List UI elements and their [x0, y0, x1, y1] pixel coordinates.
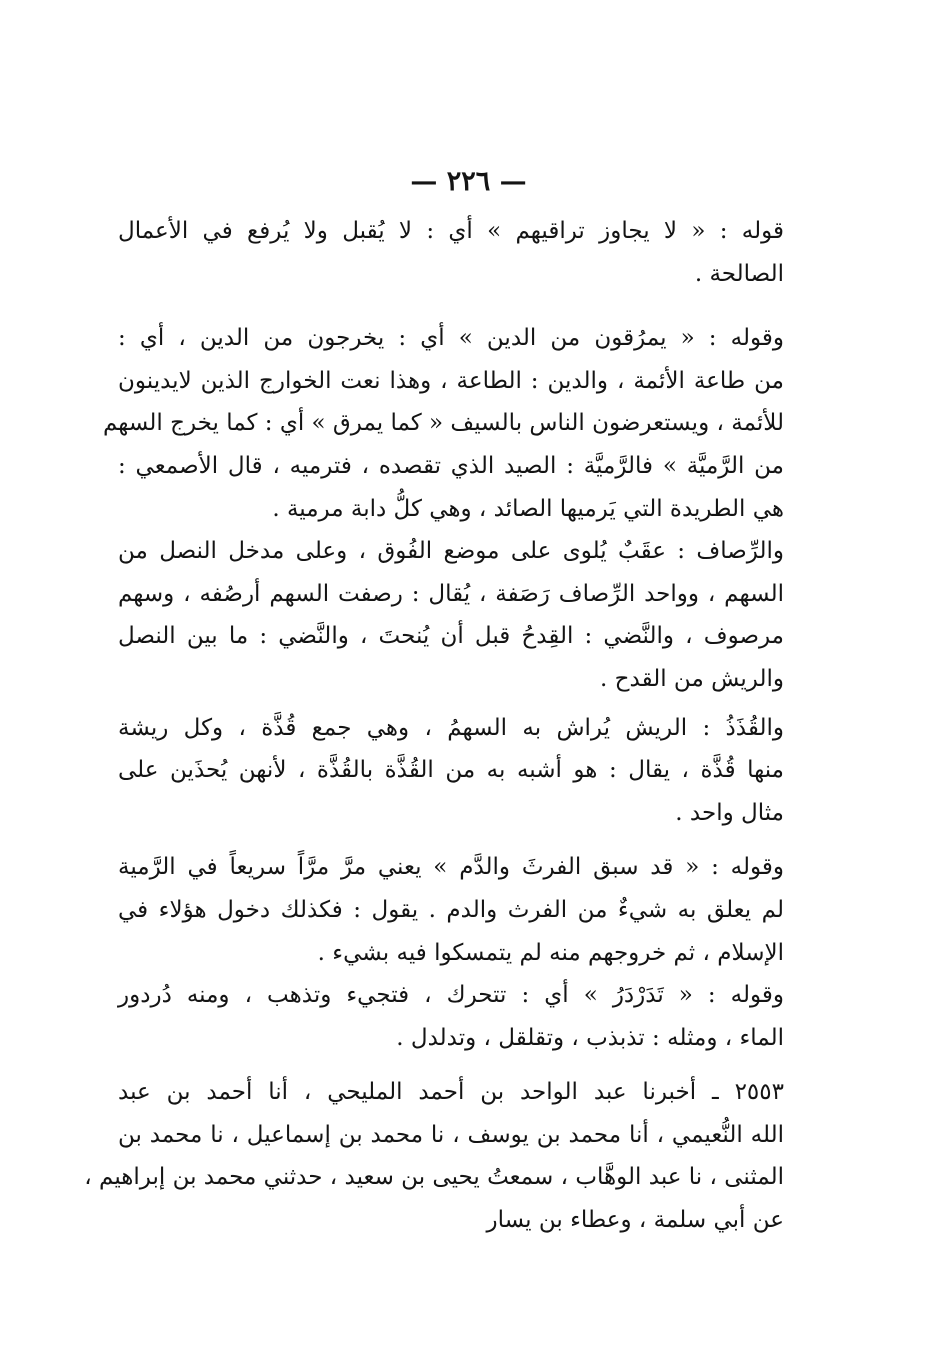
- text-line: والقُذَذُ : الريش يُراش به السهمُ ، وهي جمع قُذَّة ، وكل ريشة: [118, 714, 784, 741]
- paragraph-6: [118, 974, 784, 1059]
- text-line: مثال واحد .: [675, 799, 784, 826]
- text-line: الماء ، ومثله : تذبذب ، وتقلقل ، وتدلدل .: [396, 1024, 784, 1051]
- paragraph-4: [118, 707, 784, 835]
- text-line: السهم ، وواحد الرِّصاف رَصَفة ، يُقال : رصفت السهم أرصُفه ، وسهم: [118, 580, 784, 607]
- text-line: مرصوف ، والنَّضي : القِدحُ قبل أن يُنحتَ ، والنَّضي : ما بين النصل: [118, 623, 784, 650]
- paragraph-2: [102, 317, 784, 530]
- text-line: لم يعلق به شيءٌ من الفرث والدم . يقول : فكذلك دخول هؤلاء في: [118, 896, 784, 923]
- text-line: من الرَّميَّة » فالرَّميَّة : الصيد الذي تقصده ، فترميه ، قال الأصمعي :: [118, 452, 784, 479]
- text-line: وقوله : « تَدَرْدَرُ » أي : تتحرك ، فتجيء وتذهب ، ومنه دُردور: [118, 982, 784, 1009]
- text-line: الله النُّعيمي ، أنا محمد بن يوسف ، نا محمد بن إسماعيل ، نا محمد بن: [118, 1121, 784, 1148]
- text-line: ٢٥٥٣ ـ أخبرنا عبد الواحد بن أحمد المليحي ، أنا أحمد بن عبد: [118, 1079, 784, 1106]
- text-line: هي الطريدة التي يَرميها الصائد ، وهي كلُّ دابة مرمية .: [272, 495, 784, 522]
- text-line: المثنى ، نا عبد الوهَّاب ، سمعتُ يحيى بن سعيد ، حدثني محمد بن إبراهيم ،: [84, 1164, 784, 1191]
- paragraph-3: [118, 530, 784, 700]
- text-line: للأئمة ، ويستعرضون الناس بالسيف « كما يمرق » أي : كما يخرج السهم: [102, 410, 784, 437]
- text-line: الإسلام ، ثم خروجهم منه لم يتمسكوا فيه بشيء .: [317, 939, 784, 966]
- text-line: قوله : « لا يجاوز تراقيهم » أي : لا يُقبل ولا يُرفع في الأعمال: [118, 218, 784, 244]
- text-line: الصالحة .: [694, 260, 784, 287]
- text-line: منها قُذَّة ، يقال : هو أشبه به من القُذَّة بالقُذَّة ، لأنهن يُحذَين على: [118, 757, 784, 784]
- text-line: وقوله : « يمرُقون من الدين » أي : يخرجون من الدين ، أي :: [118, 325, 784, 352]
- paragraph-1: [118, 210, 784, 295]
- text-line: من طاعة الأئمة ، والدين : الطاعة ، وهذا نعت الخوارج الذين لايدينون: [118, 367, 784, 394]
- text-line: وقوله : « قد سبق الفرثَ والدَّم » يعني مرَّ مرَّاً سريعاً في الرَّمية: [118, 854, 784, 881]
- paragraph-5: [118, 846, 784, 974]
- page-number: — ٢٢٦ —: [410, 166, 527, 197]
- text-line: والرِّصاف : عقَبٌ يُلوى على موضع الفُوق ، وعلى مدخل النصل من: [118, 538, 784, 565]
- paragraph-7: [84, 1071, 784, 1241]
- text-line: والريش من القدح .: [600, 665, 784, 692]
- text-line: عن أبي سلمة ، وعطاء بن يسار: [486, 1207, 784, 1234]
- body-text: [84, 210, 784, 1242]
